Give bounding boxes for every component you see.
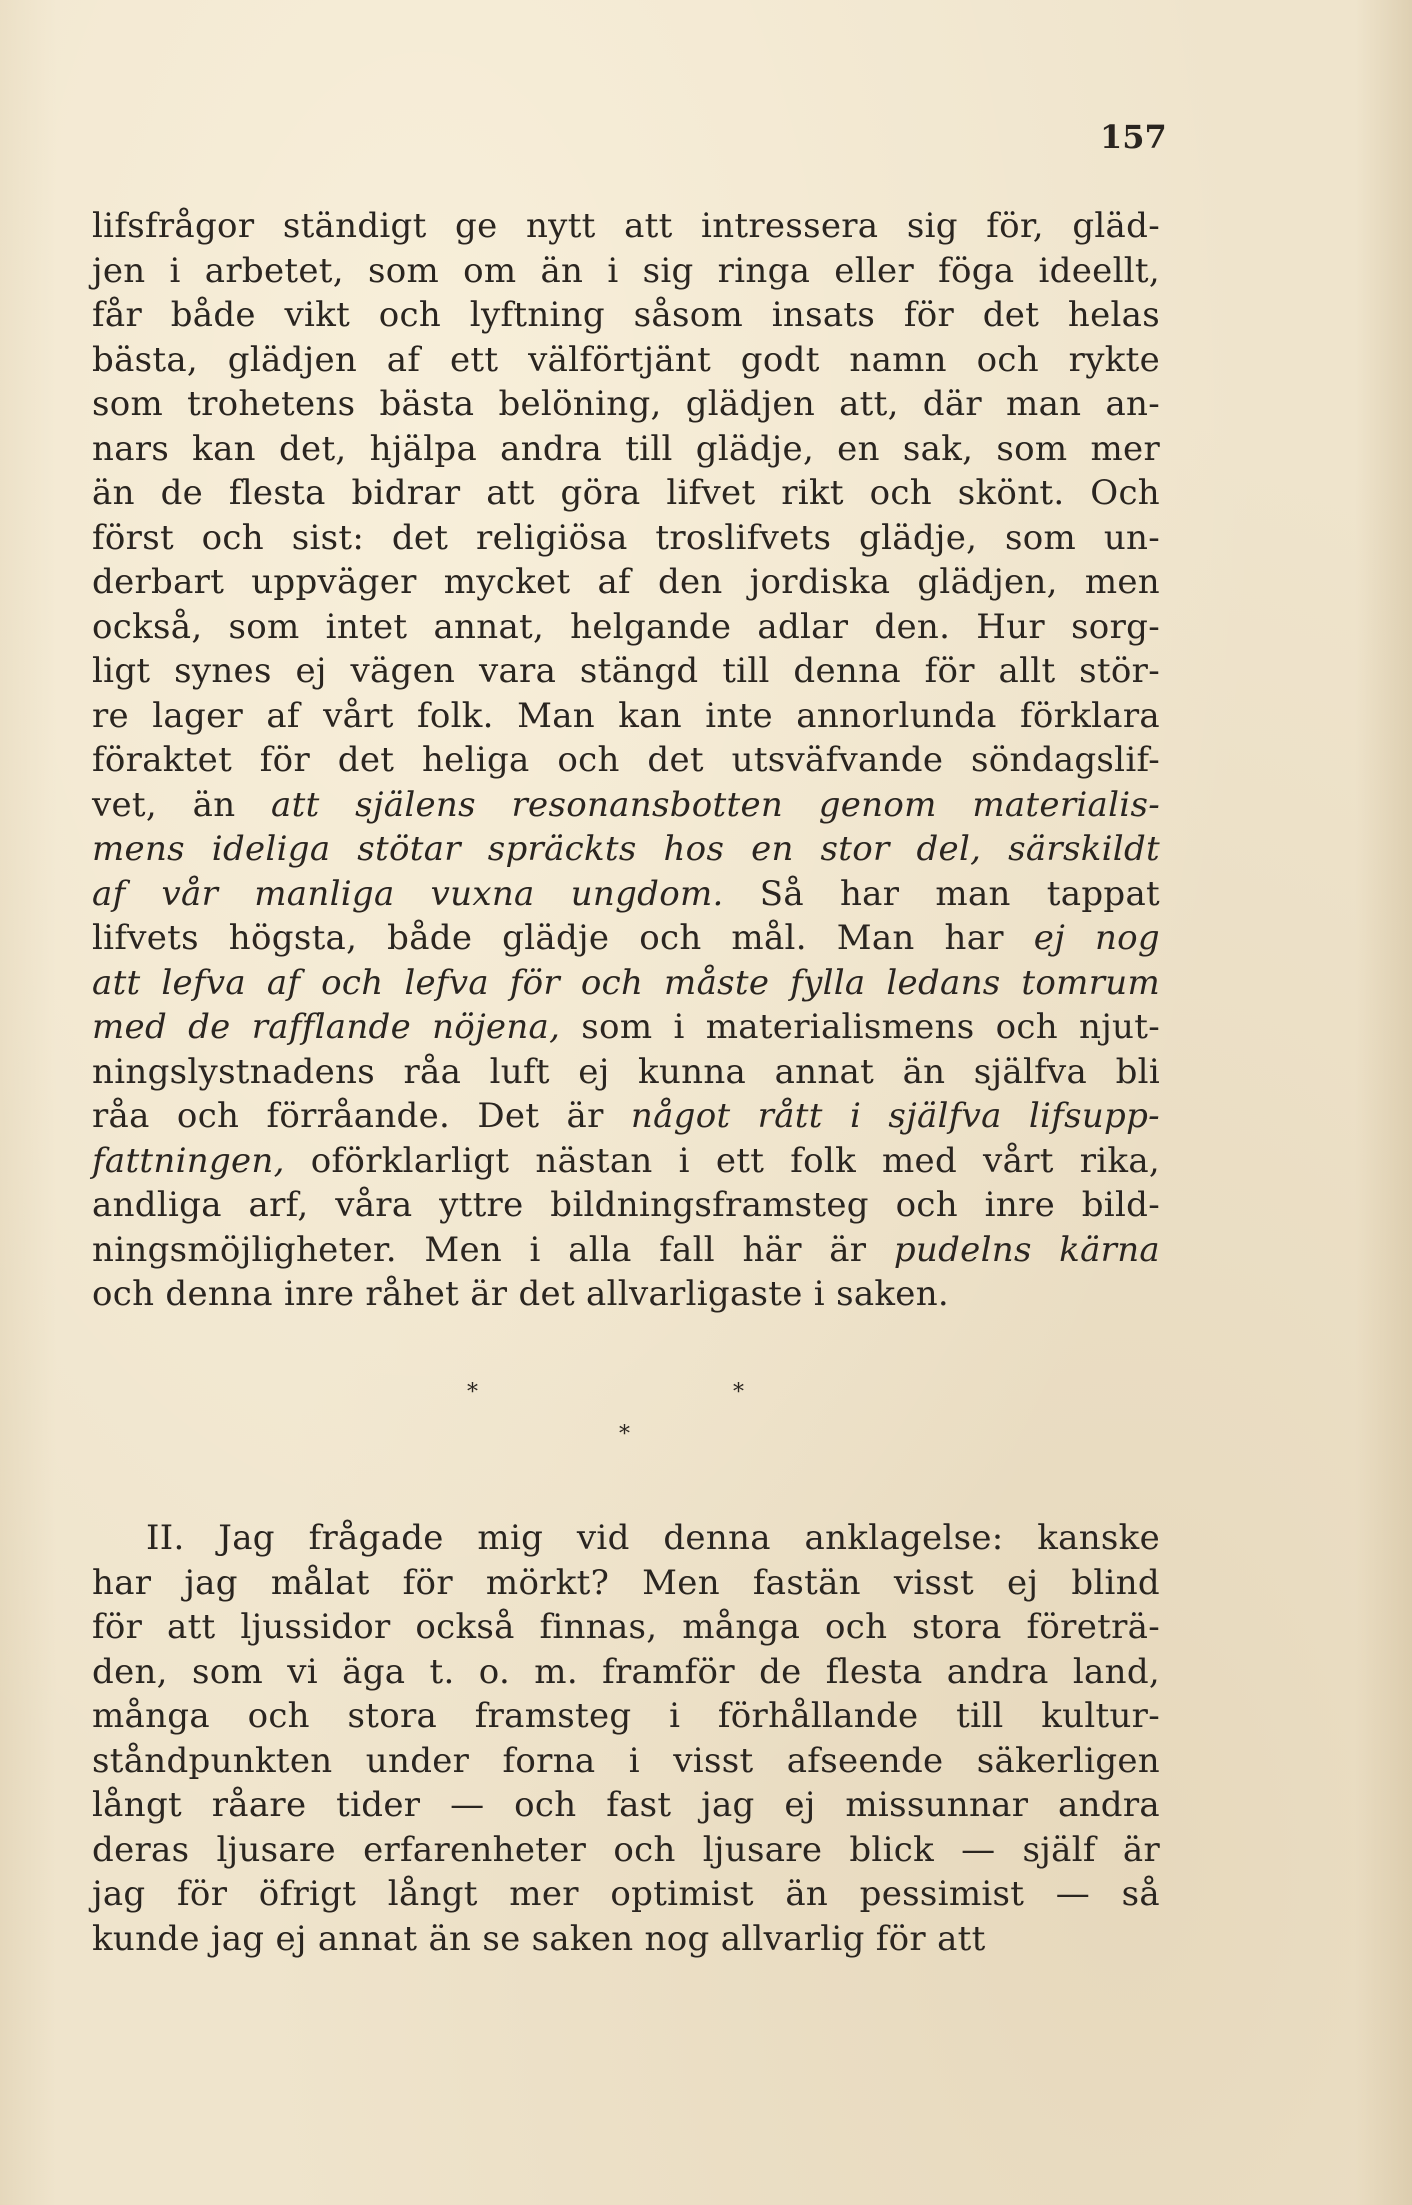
text-line: [92, 649, 1160, 694]
text-segment: lifsfrågor ständigt ge nytt att intressera sig för, gläd-: [92, 206, 1160, 246]
text-segment: ningslystnadens råa luft ej kunna annat än själfva bli: [92, 1051, 1160, 1092]
text-segment: vet, än: [92, 784, 272, 825]
text-line: [92, 382, 1160, 427]
page-number: 157: [1100, 118, 1167, 156]
text-segment: bästa, glädjen af ett välförtjänt godt namn och rykte: [92, 339, 1160, 380]
text-line: [92, 1094, 1160, 1139]
separator-asterisk: *: [619, 1422, 630, 1447]
text-line: [92, 1183, 1160, 1228]
text-segment: andliga arf, våra yttre bildningsframsteg och inre bild-: [92, 1185, 1160, 1225]
text-line: [92, 1739, 1160, 1784]
text-line: [92, 1783, 1160, 1828]
text-line: [92, 605, 1160, 650]
text-segment: nars kan det, hjälpa andra till glädje, en sak, som mer: [92, 428, 1160, 469]
text-line: [92, 204, 1160, 249]
text-segment: jag för öfrigt långt mer optimist än pessimist — så: [92, 1874, 1160, 1914]
text-segment: långt råare tider — och fast jag ej missunnar andra: [92, 1785, 1160, 1825]
text-line: [92, 427, 1160, 472]
text-segment: som i materialismens och njut-: [560, 1007, 1160, 1047]
italic-text: med de rafflande nöjena,: [92, 1007, 561, 1047]
text-segment: ningsmöjligheter. Men i alla fall här är: [92, 1229, 894, 1270]
text-line: [92, 1872, 1160, 1917]
text-segment: ståndpunkten under forna i visst afseende säkerligen: [92, 1740, 1160, 1781]
text-segment: ligt synes ej vägen vara stängd till denna för allt stör-: [92, 651, 1160, 691]
text-line: [92, 560, 1160, 605]
text-segment: råa och förråande. Det är: [92, 1096, 631, 1136]
text-line: [92, 1005, 1160, 1050]
text-line: [92, 1605, 1160, 1650]
italic-text: fattningen,: [92, 1140, 285, 1181]
text-segment: deras ljusare erfarenheter och ljusare blick — själf är: [92, 1829, 1160, 1870]
text-line: [92, 1694, 1160, 1739]
italic-text: ej nog: [1033, 918, 1160, 958]
text-segment: än de flesta bidrar att göra lifvet rikt och skönt. Och: [92, 473, 1160, 513]
text-line: [92, 872, 1160, 917]
text-segment: derbart uppväger mycket af den jordiska glädjen, men: [92, 562, 1160, 602]
text-segment: jen i arbetet, som om än i sig ringa eller föga ideellt,: [92, 250, 1160, 291]
text-segment: II. Jag frågade mig vid denna anklagelse: kanske: [146, 1518, 1160, 1558]
text-segment: har jag målat för mörkt? Men fastän visst ej blind: [92, 1562, 1160, 1603]
text-line: [92, 1650, 1160, 1695]
text-line: [92, 916, 1160, 961]
separator-asterisk: *: [733, 1380, 744, 1405]
text-line: [92, 738, 1160, 783]
text-segment: Så har man tappat: [723, 873, 1160, 914]
text-line: [92, 1139, 1160, 1184]
text-line: [92, 1228, 1160, 1273]
text-line: [92, 338, 1160, 383]
text-line: [92, 249, 1160, 294]
text-line: [92, 783, 1160, 828]
text-segment: kunde jag ej annat än se saken nog allvarlig för att: [92, 1918, 986, 1959]
italic-text: mens ideliga stötar spräckts hos en stor del, särskildt: [92, 829, 1160, 869]
text-segment: får både vikt och lyftning såsom insats för det helas: [92, 295, 1160, 335]
text-line: [92, 1561, 1160, 1606]
text-line: [92, 827, 1160, 872]
text-segment: och denna inre råhet är det allvarligaste i saken.: [92, 1274, 950, 1314]
text-segment: föraktet för det heliga och det utsväfvande söndagslif-: [92, 740, 1160, 780]
text-segment: många och stora framsteg i förhållande till kultur-: [92, 1696, 1160, 1736]
text-line: [92, 516, 1160, 561]
section-separator: [0, 1372, 1412, 1447]
separator-asterisk: *: [467, 1380, 478, 1405]
text-segment: för att ljussidor också finnas, många och stora företrä-: [92, 1607, 1160, 1647]
text-segment: först och sist: det religiösa troslifvets glädje, som un-: [92, 517, 1160, 558]
text-segment: den, som vi äga t. o. m. framför de flesta andra land,: [92, 1651, 1160, 1692]
text-segment: re lager af vårt folk. Man kan inte annorlunda förklara: [92, 695, 1160, 736]
italic-text: pudelns kärna: [893, 1229, 1160, 1270]
text-line: [92, 471, 1160, 516]
text-line: [92, 1828, 1160, 1873]
text-line: [92, 694, 1160, 739]
text-line: [92, 961, 1160, 1006]
text-line: [92, 1917, 1160, 1962]
text-segment: lifvets högsta, både glädje och mål. Man har: [92, 918, 1034, 958]
italic-text: något rått i själfva lifsupp-: [630, 1096, 1160, 1136]
text-line: [92, 1272, 1160, 1317]
text-segment: också, som intet annat, helgande adlar den. Hur sorg-: [92, 606, 1160, 647]
italic-text: att själens resonansbotten genom materialis-: [271, 784, 1160, 825]
text-segment: oförklarligt nästan i ett folk med vårt rika,: [284, 1140, 1160, 1181]
text-line: [92, 1516, 1160, 1561]
text-line: [92, 293, 1160, 338]
text-line: [92, 1050, 1160, 1095]
paragraph-2: [92, 1516, 1160, 1961]
italic-text: af vår manliga vuxna ungdom.: [92, 873, 724, 914]
italic-text: att lefva af och lefva för och måste fylla ledans tomrum: [92, 962, 1160, 1003]
paragraph-1: [92, 204, 1160, 1317]
text-segment: som trohetens bästa belöning, glädjen att, där man an-: [92, 384, 1160, 424]
